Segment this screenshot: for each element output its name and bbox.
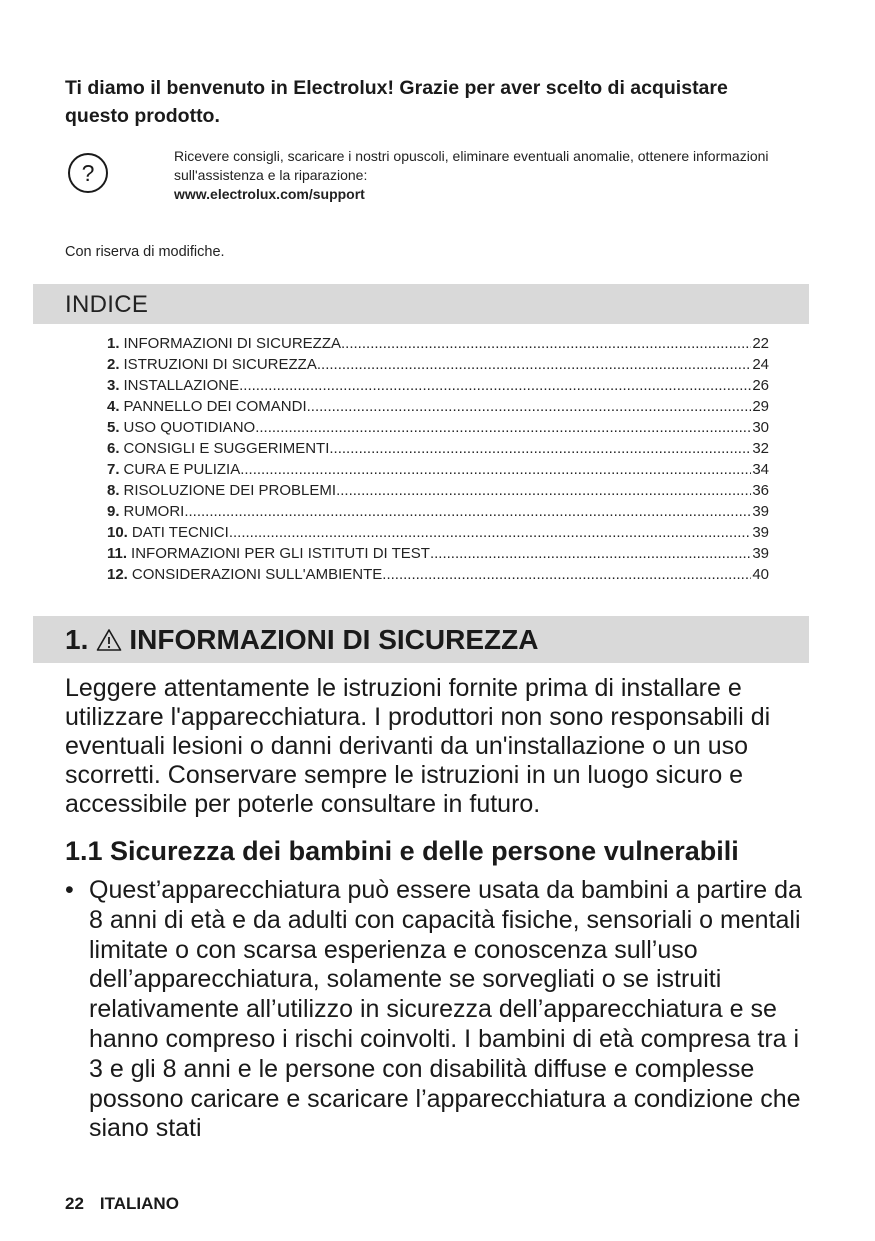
section-1-title [65,624,538,656]
support-link[interactable]: www.electrolux.com/support [174,186,365,202]
index-title: INDICE [65,291,149,318]
toc-item[interactable]: 11. INFORMAZIONI PER GLI ISTITUTI DI TEST ..... 39 [107,543,769,564]
page-footer [65,1194,179,1214]
toc-item[interactable]: 8. RISOLUZIONE DEI PROBLEMI ..... 36 [107,480,769,501]
index-header-band [33,284,809,324]
changes-note: Con riserva di modifiche. [65,244,225,260]
toc-item[interactable]: 12. CONSIDERAZIONI SULL'AMBIENTE ..... 40 [107,564,769,585]
table-of-contents [107,333,769,585]
toc-item[interactable]: 5. USO QUOTIDIANO ..... 30 [107,417,769,438]
bullet-text: Quest’apparecchiatura può essere usata da bambini a partire da 8 anni di età e da adulti con capacità fisiche, sensoriali o mentali limitate o con scarsa esperienza e conoscenza sull’uso dell’apparecchiatura, solamente se sorvegliati o se istruiti relativamente all’utilizzo in sicurezza dell’apparecchiatura e se hanno compreso i rischi coinvolti. I bambini di età compresa tra i 3 e gli 8 anni e le persone con disabilità diffuse e complesse possono caricare e scaricare l’apparecchiatura a condizione che siano stati [89,876,802,1143]
toc-item[interactable]: 2. ISTRUZIONI DI SICUREZZA ..... 24 [107,354,769,375]
section-1-header-band [33,616,809,663]
toc-item[interactable]: 3. INSTALLAZIONE ..... 26 [107,375,769,396]
warning-triangle-icon [96,628,122,652]
bullet-mark: • [65,876,74,904]
toc-item[interactable]: 7. CURA E PULIZIA ..... 34 [107,459,769,480]
toc-item[interactable]: 1. INFORMAZIONI DI SICUREZZA ..... 22 [107,333,769,354]
question-mark-circle-icon [67,152,109,194]
support-info [174,147,814,204]
list-item [65,876,810,1144]
toc-item[interactable]: 10. DATI TECNICI ..... 39 [107,522,769,543]
section-1-number: 1. [65,624,89,655]
section-1-title-text: INFORMAZIONI DI SICUREZZA [129,624,539,655]
page-number: 22 [65,1194,84,1213]
subsection-1-1-title: 1.1 Sicurezza dei bambini e delle persone vulnerabili [65,836,739,866]
toc-item[interactable]: 9. RUMORI ..... 39 [107,501,769,522]
toc-item[interactable]: 6. CONSIGLI E SUGGERIMENTI ..... 32 [107,438,769,459]
svg-text:?: ? [81,160,95,186]
language-label: ITALIANO [99,1194,179,1213]
section-1-intro: Leggere attentamente le istruzioni fornite prima di installare e utilizzare l'apparecchiatura. I produttori non sono responsabili di eventuali lesioni o danni derivanti da un'installazione o un uso scorretti. Conservare sempre le istruzioni in un luogo sicuro e accessibile per poterle consultare in futuro. [65,674,771,818]
support-text: Ricevere consigli, scaricare i nostri opuscoli, eliminare eventuali anomalie, ottenere informazioni sull'assistenza e la riparazione: [174,148,769,183]
welcome-heading: Ti diamo il benvenuto in Electrolux! Grazie per aver scelto di acquistare questo prodotto. [65,77,728,127]
toc-item[interactable]: 4. PANNELLO DEI COMANDI ..... 29 [107,396,769,417]
